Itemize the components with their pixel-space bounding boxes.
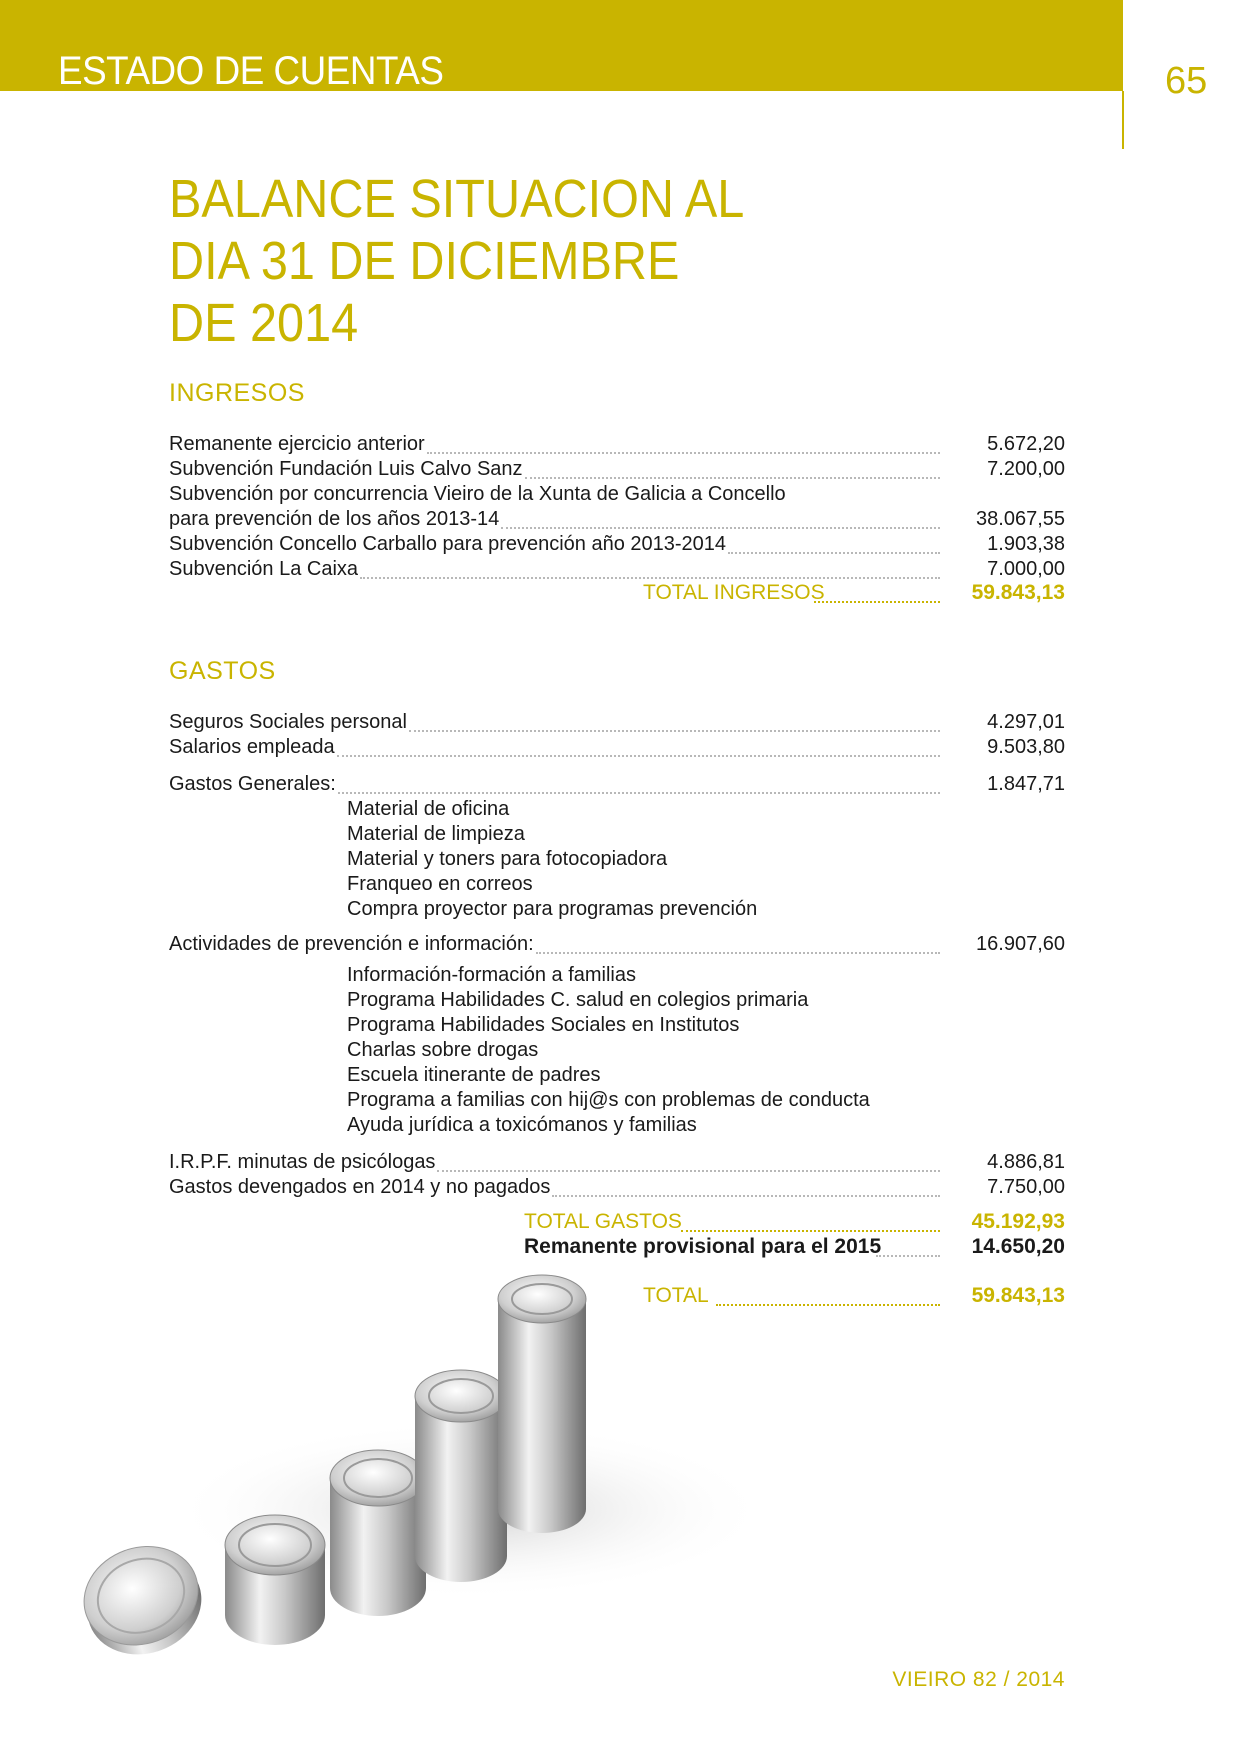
ingresos-row	[169, 507, 1065, 532]
sub-item: Compra proyector para programas prevención	[347, 898, 758, 920]
row-amount: 7.000,00	[987, 558, 1065, 580]
row-label: Gastos Generales:	[169, 773, 336, 795]
row-label: Subvención por concurrencia Vieiro de la Xunta de Galicia a Concello	[169, 483, 786, 505]
ingresos-row	[169, 457, 1065, 482]
ingresos-row	[169, 432, 1065, 457]
dot-leader	[876, 1253, 940, 1257]
row-label: Subvención Concello Carballo para prevención año 2013-2014	[169, 533, 727, 555]
sub-item: Material de limpieza	[347, 823, 525, 845]
coin-stack	[415, 1370, 507, 1582]
ingresos-list	[169, 432, 1065, 582]
row-label: para prevención de los años 2013-14	[169, 508, 500, 530]
actividades-block	[169, 932, 1065, 1138]
title-line-2: DIA 31 DE DICIEMBRE	[169, 231, 680, 291]
dot-leader	[728, 550, 940, 554]
section-label: ESTADO DE CUENTAS	[58, 49, 444, 93]
row-amount: 4.886,81	[987, 1151, 1065, 1173]
coin-stacks-icon	[30, 1260, 790, 1740]
remanente-amount: 14.650,20	[971, 1235, 1065, 1258]
sub-item: Información-formación a familias	[347, 964, 636, 986]
gastos-generales-block	[169, 772, 1065, 922]
total-gastos-label: TOTAL GASTOS	[524, 1210, 682, 1233]
gastos-row	[169, 710, 1065, 735]
grand-total-label: TOTAL	[643, 1284, 709, 1307]
row-amount: 7.750,00	[987, 1176, 1065, 1198]
row-label: Salarios empleada	[169, 736, 335, 758]
row-amount: 1.847,71	[987, 773, 1065, 795]
page-divider	[1122, 91, 1124, 149]
dot-leader	[338, 790, 940, 794]
row-label: Seguros Sociales personal	[169, 711, 407, 733]
dot-leader	[409, 728, 940, 732]
dot-leader	[525, 475, 940, 479]
total-ingresos-label: TOTAL INGRESOS	[643, 581, 825, 604]
title-line-3: DE 2014	[169, 293, 359, 353]
coin-stack	[498, 1275, 586, 1533]
row-label: I.R.P.F. minutas de psicólogas	[169, 1151, 436, 1173]
total-ingresos-amount: 59.843,13	[971, 581, 1065, 604]
grand-total-amount: 59.843,13	[971, 1284, 1065, 1307]
coin-stack	[225, 1515, 325, 1645]
row-label: Subvención La Caixa	[169, 558, 359, 580]
ingresos-row	[169, 482, 1065, 507]
dot-leader	[427, 450, 940, 454]
sub-item: Programa Habilidades Sociales en Institutos	[347, 1014, 740, 1036]
row-label: Actividades de prevención e información:	[169, 933, 534, 955]
sub-item: Material y toners para fotocopiadora	[347, 848, 668, 870]
coin-stack	[330, 1450, 426, 1616]
gastos-other-list	[169, 1150, 1065, 1200]
page-title	[169, 168, 744, 354]
ingresos-heading: INGRESOS	[169, 379, 305, 407]
footer-issue: VIEIRO 82 / 2014	[892, 1668, 1065, 1691]
sub-item: Material de oficina	[347, 798, 510, 820]
gastos-list	[169, 710, 1065, 760]
dot-leader	[552, 1193, 940, 1197]
gastos-row	[169, 1150, 1065, 1175]
generales-sub-list	[169, 797, 1065, 922]
row-amount: 5.672,20	[987, 433, 1065, 455]
row-amount: 1.903,38	[987, 533, 1065, 555]
sub-item: Franqueo en correos	[347, 873, 533, 895]
total-gastos-row	[169, 1208, 1065, 1236]
total-gastos-amount: 45.192,93	[971, 1210, 1065, 1233]
sub-item: Programa Habilidades C. salud en colegios primaria	[347, 989, 809, 1011]
row-amount: 16.907,60	[976, 933, 1065, 955]
sub-item: Escuela itinerante de padres	[347, 1064, 601, 1086]
dot-leader	[501, 525, 940, 529]
gastos-row	[169, 1175, 1065, 1200]
dot-leader	[681, 1228, 940, 1232]
row-amount: 9.503,80	[987, 736, 1065, 758]
gastos-row	[169, 932, 1065, 957]
sub-item: Programa a familias con hij@s con problemas de conducta	[347, 1089, 870, 1111]
remanente-row	[169, 1233, 1065, 1261]
dot-leader	[337, 753, 940, 757]
gastos-heading: GASTOS	[169, 657, 276, 685]
sub-item: Charlas sobre drogas	[347, 1039, 539, 1061]
ingresos-row	[169, 532, 1065, 557]
row-label: Gastos devengados en 2014 y no pagados	[169, 1176, 551, 1198]
dot-leader	[437, 1168, 940, 1172]
row-amount: 7.200,00	[987, 458, 1065, 480]
row-label: Subvención Fundación Luis Calvo Sanz	[169, 458, 523, 480]
dot-leader	[536, 950, 940, 954]
sub-item: Ayuda jurídica a toxicómanos y familias	[347, 1114, 697, 1136]
title-line-1: BALANCE SITUACION AL	[169, 169, 745, 229]
row-label: Remanente ejercicio anterior	[169, 433, 425, 455]
gastos-row	[169, 735, 1065, 760]
coin	[70, 1531, 215, 1670]
actividades-sub-list	[169, 963, 1065, 1138]
page-number: 65	[1165, 60, 1208, 102]
total-ingresos-row	[169, 579, 1065, 607]
gastos-row	[169, 772, 1065, 797]
remanente-label: Remanente provisional para el 2015	[524, 1235, 882, 1258]
row-amount: 38.067,55	[976, 508, 1065, 530]
row-amount: 4.297,01	[987, 711, 1065, 733]
dot-leader	[814, 599, 940, 603]
